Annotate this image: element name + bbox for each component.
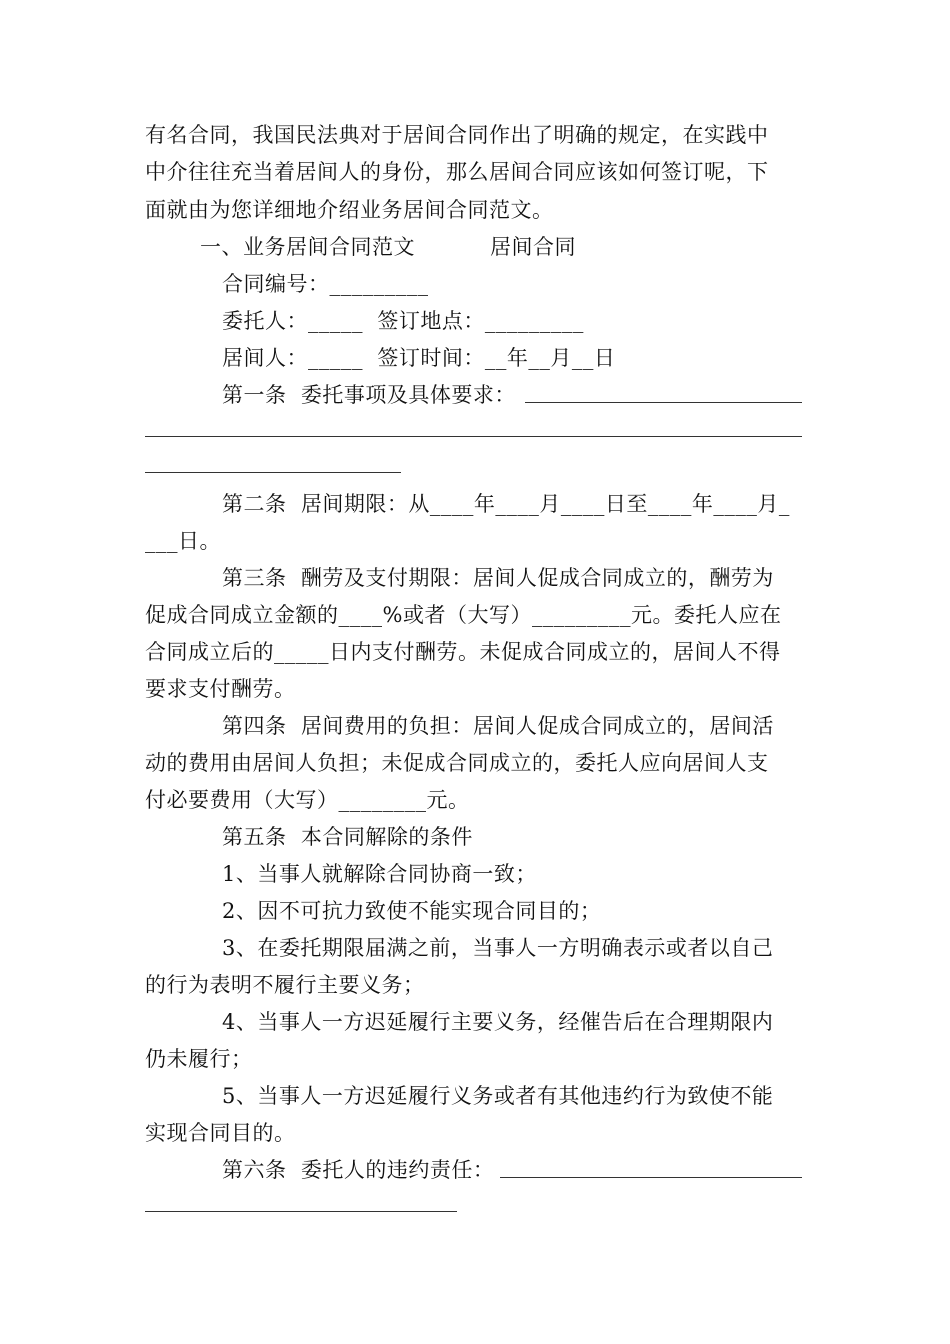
intro-line-2: 中介往往充当着居间人的身份，那么居间合同应该如何签订呢，下: [145, 160, 769, 184]
article-3-line-1: 第三条 酬劳及支付期限：居间人促成合同成立的，酬劳为: [222, 566, 774, 590]
article-1-blank-line-3: [145, 472, 401, 473]
intro-line-1: 有名合同，我国民法典对于居间合同作出了明确的规定，在实践中: [145, 123, 769, 147]
article-5-item-5-cont: 实现合同目的。: [145, 1121, 296, 1145]
article-5-title: 第五条 本合同解除的条件: [222, 825, 473, 849]
intro-line-3: 面就由为您详细地介绍业务居间合同范文。: [145, 198, 554, 222]
article-3-line-3: 合同成立后的_____日内支付酬劳。未促成合同成立的，居间人不得: [145, 640, 781, 664]
article-1-blank-line-1: [525, 402, 802, 403]
article-1-label: 第一条 委托事项及具体要求：: [222, 383, 516, 407]
section-heading: 一、业务居间合同范文: [200, 235, 415, 259]
article-5-item-3-cont: 的行为表明不履行主要义务；: [145, 973, 425, 997]
article-3-line-4: 要求支付酬劳。: [145, 677, 296, 701]
article-2-line-2: ___日。: [145, 529, 221, 553]
article-4-line-3: 付必要费用（大写）________元。: [145, 788, 470, 812]
article-5-item-2: 2、因不可抗力致使不能实现合同目的；: [222, 899, 602, 923]
contract-number-field: 合同编号：_________: [222, 272, 429, 296]
article-1-blank-line-2: [145, 436, 802, 437]
article-4-line-1: 第四条 居间费用的负担：居间人促成合同成立的，居间活: [222, 714, 774, 738]
contract-title: 居间合同: [490, 235, 576, 259]
article-6-label: 第六条 委托人的违约责任：: [222, 1158, 495, 1182]
article-5-item-5: 5、当事人一方迟延履行义务或者有其他违约行为致使不能: [222, 1084, 774, 1108]
article-2-line-1: 第二条 居间期限：从____年____月____日至____年____月_: [222, 492, 790, 516]
article-6-blank-line-2: [145, 1211, 457, 1212]
article-6-blank-line-1: [500, 1177, 802, 1178]
client-place-field: 委托人：_____ 签订地点：_________: [222, 309, 584, 333]
article-5-item-3: 3、在委托期限届满之前，当事人一方明确表示或者以自己: [222, 936, 774, 960]
article-4-line-2: 动的费用由居间人负担；未促成合同成立的，委托人应向居间人支: [145, 751, 769, 775]
article-5-item-4: 4、当事人一方迟延履行主要义务，经催告后在合理期限内: [222, 1010, 774, 1034]
article-5-item-1: 1、当事人就解除合同协商一致；: [222, 862, 537, 886]
article-3-line-2: 促成合同成立金额的____%或者（大写）_________元。委托人应在: [145, 603, 782, 627]
article-5-item-4-cont: 仍未履行；: [145, 1047, 253, 1071]
broker-time-field: 居间人：_____ 签订时间：__年__月__日: [222, 346, 616, 370]
